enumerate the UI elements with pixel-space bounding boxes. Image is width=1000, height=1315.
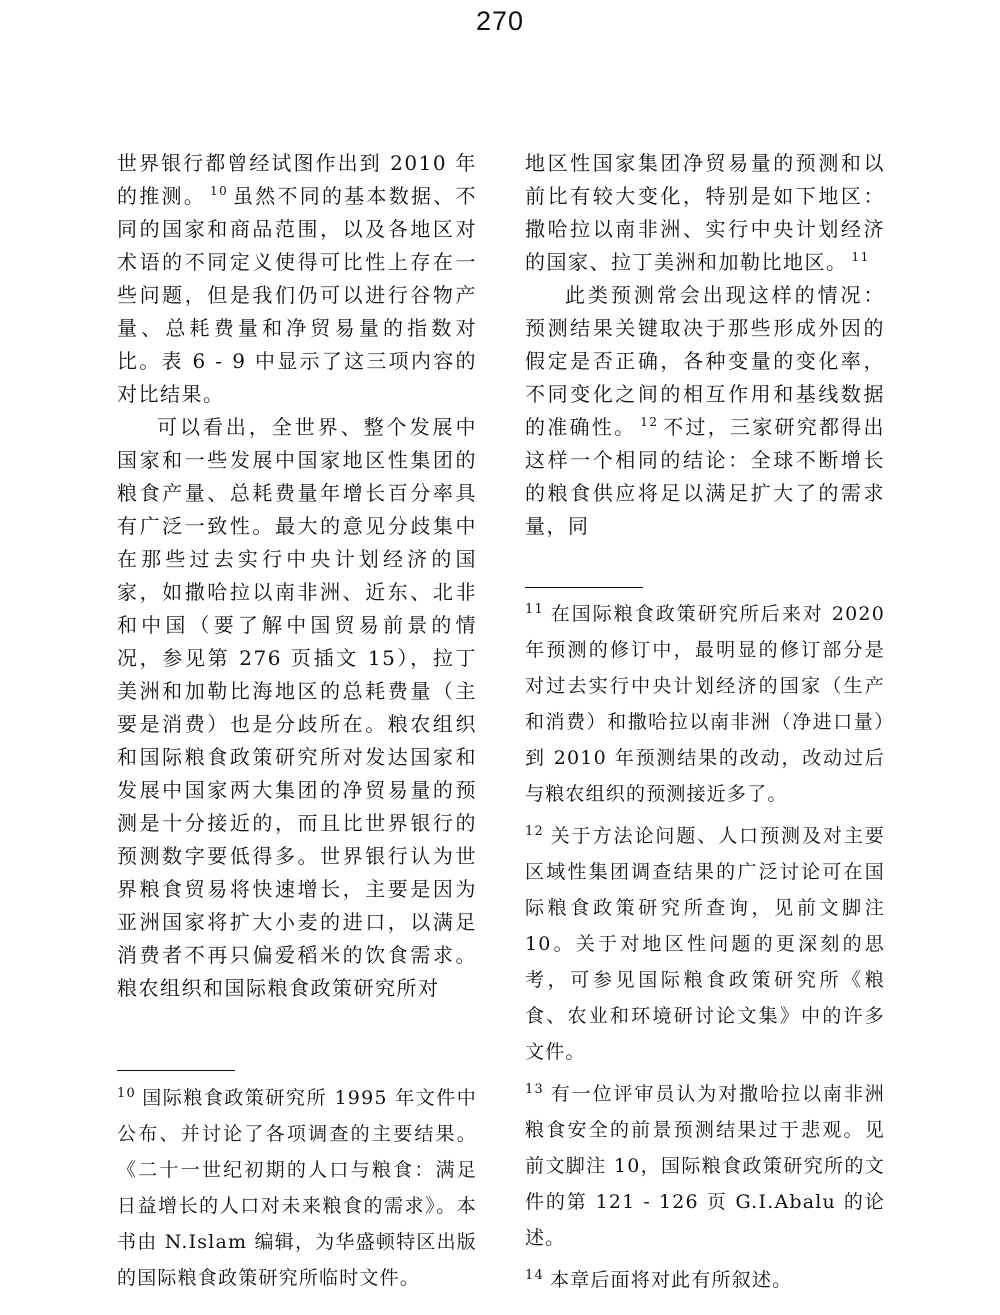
right-paragraph-2 [525, 279, 885, 543]
footnote-ref: 12 [640, 415, 659, 430]
footnote-text: 有一位评审员认为对撒哈拉以南非洲粮食安全的前景预测结果过于悲观。见前文脚注 10，国际粮食政策研究所的文件的第 121 - 126 页 G.I.Abalu 的论述。 [525, 1083, 885, 1249]
footnote-14 [525, 1262, 885, 1298]
paragraph-text: 此类预测常会出现这样的情况：预测结果关键取决于那些形成外因的假定是否正确，各种变量的变化率，不同变化之间的相互作用和基线数据的准确性。 [525, 283, 885, 439]
footnote-number: 14 [525, 1267, 544, 1283]
footnote-number: 12 [525, 823, 544, 839]
footnote-number: 11 [525, 601, 544, 617]
right-footnotes [525, 596, 885, 1304]
footnote-12 [525, 818, 885, 1070]
footnote-text: 本章后面将对此有所叙述。 [549, 1269, 793, 1291]
left-footnotes [117, 1080, 477, 1302]
footnote-divider [525, 587, 643, 588]
footnote-text: 国际粮食政策研究所 1995 年文件中公布、并讨论了各项调查的主要结果。《二十一世纪初期的人口与粮食：满足日益增长的人口对未来粮食的需求》。本书由 N.Islam 编辑，为华盛顿特区出版的国际粮食政策研究所临时文件。 [117, 1087, 477, 1289]
footnote-ref: 10 [210, 184, 229, 199]
left-paragraph-1 [117, 147, 477, 411]
paragraph-text: 不过，三家研究都得出这样一个相同的结论：全球不断增长的粮食供应将足以满足扩大了的需求量，同 [525, 415, 886, 538]
footnote-ref: 11 [851, 250, 870, 265]
right-paragraph-1 [525, 147, 885, 279]
paragraph-text: 世界银行都曾经试图作出到 2010 年的推测。 [117, 151, 477, 208]
footnote-11 [525, 596, 885, 812]
paragraph-text: 虽然不同的基本数据、不同的国家和商品范围，以及各地区对术语的不同定义使得可比性上存在一些问题，但是我们仍可以进行谷物产量、总耗费量和净贸易量的指数对比。表 6 - 9 中显示了这三项内容的对比结果。 [117, 184, 478, 406]
footnote-text: 在国际粮食政策研究所后来对 2020 年预测的修订中，最明显的修订部分是对过去实行中央计划经济的国家（生产和消费）和撒哈拉以南非洲（净进口量）到 2010 年预测结果的改动，改动过后与粮农组织的预测接近多了。 [525, 603, 885, 805]
footnote-10 [117, 1080, 477, 1296]
footnote-number: 10 [117, 1085, 136, 1101]
footnote-divider [117, 1070, 235, 1071]
page-number: 270 [475, 6, 525, 36]
left-column-body [117, 147, 477, 1005]
footnote-text: 关于方法论问题、人口预测及对主要区域性集团调查结果的广泛讨论可在国际粮食政策研究所查询，见前文脚注 10。关于对地区性问题的更深刻的思考，可参见国际粮食政策研究所《粮食、农业和环境研讨论文集》中的许多文件。 [525, 825, 885, 1063]
footnote-13 [525, 1076, 885, 1256]
paragraph-text: 地区性国家集团净贸易量的预测和以前比有较大变化，特别是如下地区：撒哈拉以南非洲、实行中央计划经济的国家、拉丁美洲和加勒比地区。 [525, 151, 885, 274]
right-column-body [525, 147, 885, 543]
footnote-number: 13 [525, 1081, 544, 1097]
left-paragraph-2: 可以看出，全世界、整个发展中国家和一些发展中国家地区性集团的粮食产量、总耗费量年增长百分率具有广泛一致性。最大的意见分歧集中在那些过去实行中央计划经济的国家，如撒哈拉以南非洲、近东、北非和中国（要了解中国贸易前景的情况，参见第 276 页插文 15），拉丁美洲和加勒比海地区的总耗费量（主要是消费）也是分歧所在。粮农组织和国际粮食政策研究所对发达国家和发展中国家两大集团的净贸易量的预测是十分接近的，而且比世界银行的预测数字要低得多。世界银行认为世界粮食贸易将快速增长，主要是因为亚洲国家将扩大小麦的进口，以满足消费者不再只偏爱稻米的饮食需求。粮农组织和国际粮食政策研究所对 [117, 415, 477, 1000]
